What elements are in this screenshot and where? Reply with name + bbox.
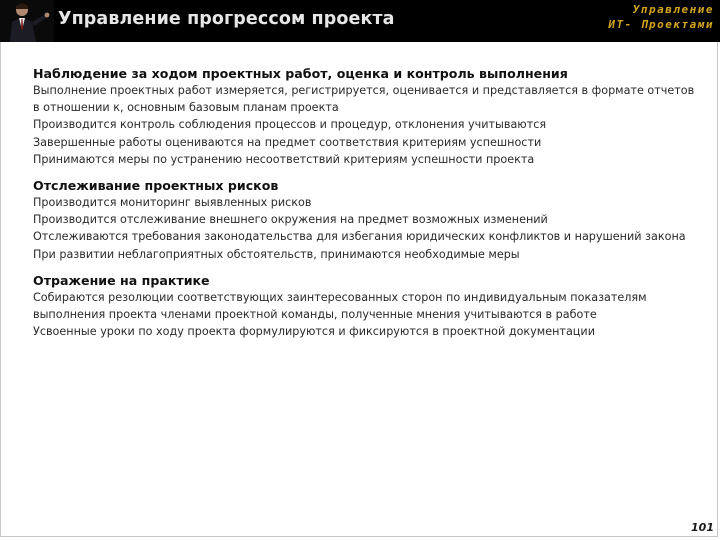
logo-line-1: Управление [632,3,714,16]
list-item: Производится мониторинг выявленных рисков [33,196,312,210]
list-item: При развитии неблагоприятных обстоятельств, принимаются необходимые меры [33,247,520,261]
list-item: в отношении к, основным базовым планам проекта [33,101,339,115]
list-item: выполнения проекта членами проектной команды, полученные мнения учитываются в работе [33,308,597,322]
page-title: Управление прогрессом проекта [58,9,395,29]
list-item: Усвоенные уроки по ходу проекта формулируются и фиксируются в проектной документации [33,325,595,339]
list-item: Собираются резолюции соответствующих заинтересованных сторон по индивидуальным показателям [33,290,647,304]
section-title: Отслеживание проектных рисков [33,178,279,194]
list-item: Производится контроль соблюдения процессов и процедур, отклонения учитываются [33,118,547,132]
list-item: Производится отслеживание внешнего окружения на предмет возможных изменений [33,213,548,227]
section-monitoring [33,66,703,168]
presenter-photo [0,0,54,42]
slide-content [33,66,703,350]
section-title: Наблюдение за ходом проектных работ, оценка и контроль выполнения [33,66,568,81]
section-title: Отражение на практике [33,272,210,288]
section-practice [33,273,703,341]
list-item: Принимаются меры по устранению несоответствий критериям успешности проекта [33,152,535,166]
page-number: 101 [691,521,714,534]
list-item: Отслеживаются требования законодательства для избегания юридических конфликтов и нарушений закона [33,230,686,244]
list-item: Завершенные работы оцениваются на предмет соответствия критериям успешности [33,135,542,149]
list-item: Выполнение проектных работ измеряется, регистрируется, оценивается и представляется в формате отчетов [33,84,695,97]
header-bar [0,0,720,42]
logo-line-2: ИТ- Проектами [608,18,714,31]
course-logo [608,2,714,32]
section-risks [33,178,703,263]
